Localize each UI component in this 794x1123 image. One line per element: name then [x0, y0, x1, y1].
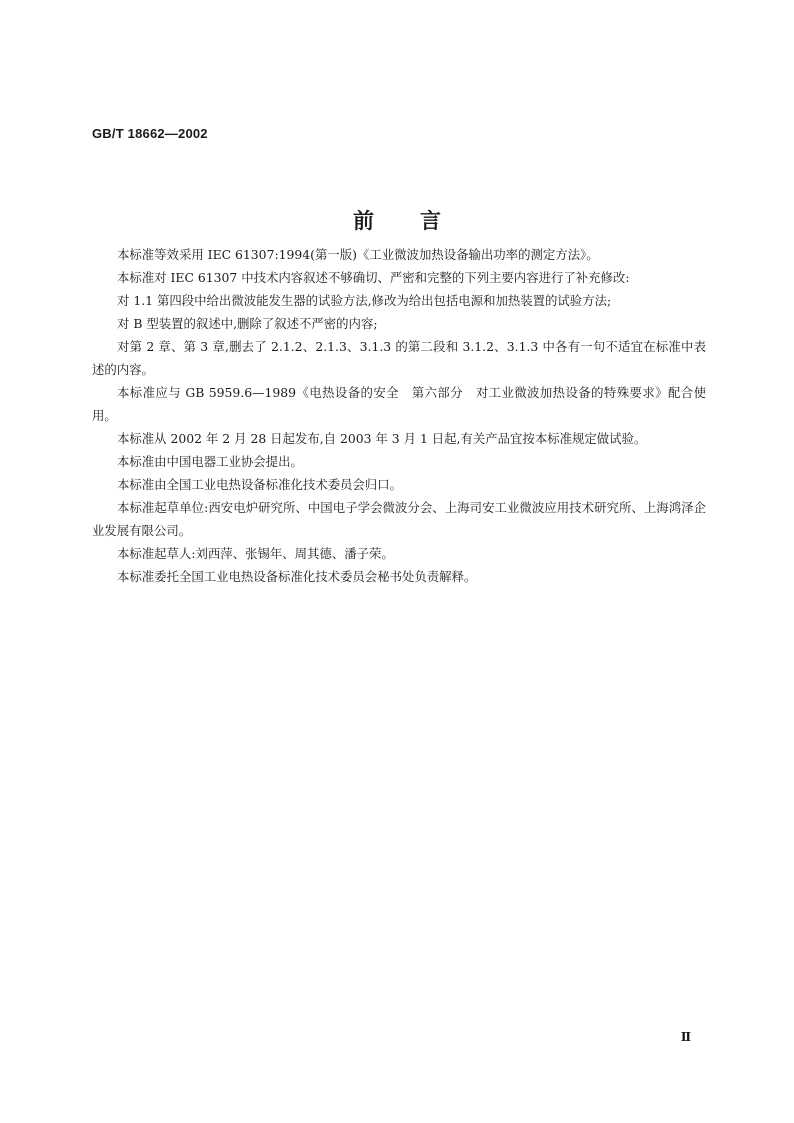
paragraph: 本标准起草人:刘西萍、张锡年、周其德、潘子荣。 [117, 546, 394, 561]
paragraph: 本标准等效采用 IEC 61307:1994(第一版)《工业微波加热设备输出功率的测定方法》。 [117, 247, 599, 262]
standard-code: GB/T 18662—2002 [92, 126, 208, 141]
paragraph: 本标准从 2002 年 2 月 28 日起发布,自 2003 年 3 月 1 日起,有关产品宜按本标准规定做试验。 [117, 431, 647, 446]
paragraph: 对 1.1 第四段中给出微波能发生器的试验方法,修改为给出包括电源和加热装置的试验方法; [117, 293, 612, 308]
page-number: Ⅱ [680, 1030, 691, 1044]
paragraph: 本标准应与 GB 5959.6—1989《电热设备的安全 第六部分 对工业微波加热设备的特殊要求》配合使用。 [92, 385, 706, 423]
paragraph: 对第 2 章、第 3 章,删去了 2.1.2、2.1.3、3.1.3 的第二段和 3.1.2、3.1.3 中各有一句不适宜在标准中表述的内容。 [92, 339, 706, 377]
page-title: 前言 [353, 209, 487, 233]
paragraph: 对 B 型装置的叙述中,删除了叙述不严密的内容; [117, 316, 378, 331]
paragraph: 本标准委托全国工业电热设备标准化技术委员会秘书处负责解释。 [117, 569, 477, 584]
paragraph: 本标准对 IEC 61307 中技术内容叙述不够确切、严密和完整的下列主要内容进行了补充修改: [117, 270, 630, 285]
paragraph: 本标准由中国电器工业协会提出。 [117, 454, 303, 469]
preface-body [92, 243, 706, 588]
paragraph: 本标准由全国工业电热设备标准化技术委员会归口。 [117, 477, 402, 492]
paragraph: 本标准起草单位:西安电炉研究所、中国电子学会微波分会、上海司安工业微波应用技术研究所、上海鸿泽企业发展有限公司。 [92, 500, 706, 538]
